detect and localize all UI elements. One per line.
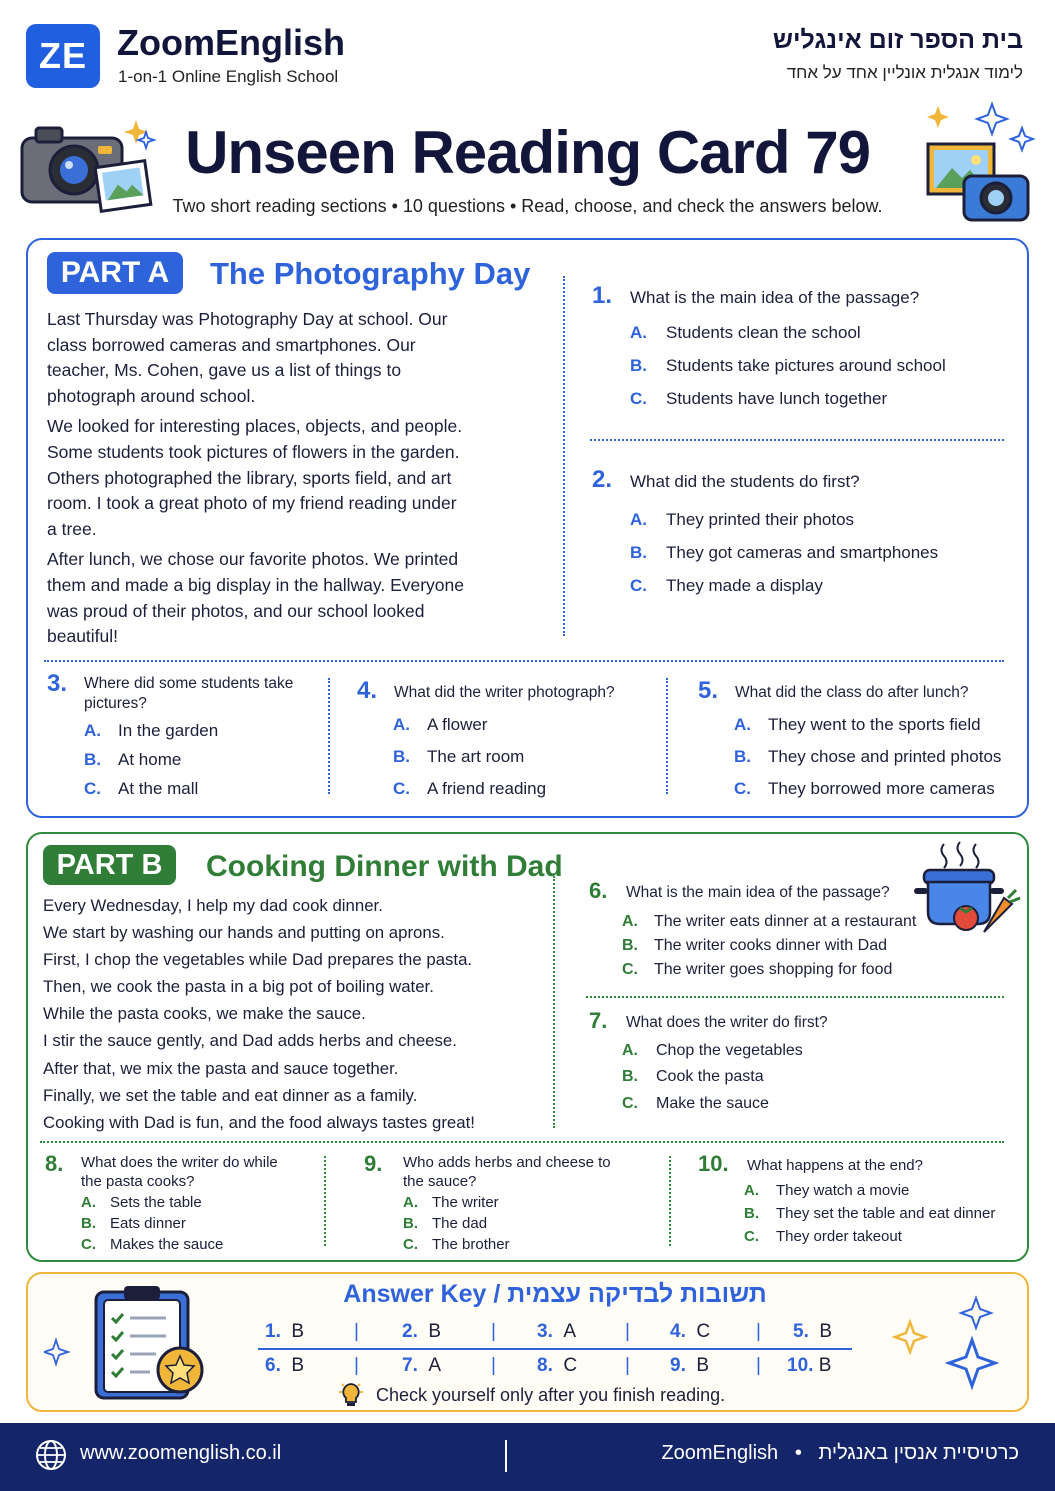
option-letter: B.	[630, 356, 647, 375]
passage-line: I stir the sauce gently, and Dad adds herbs and cheese.	[43, 1031, 457, 1051]
option-letter: A.	[403, 1194, 418, 1211]
answer-option[interactable]	[393, 747, 524, 767]
answer-option[interactable]	[84, 750, 181, 770]
option-letter: C.	[403, 1236, 418, 1253]
passage-line: We start by washing our hands and putting on aprons.	[43, 923, 445, 943]
answer-option[interactable]	[630, 543, 938, 563]
divider	[590, 439, 1004, 441]
sparkle-icon	[895, 1298, 995, 1386]
passage-line: First, I chop the vegetables while Dad prepares the pasta.	[43, 950, 473, 970]
passage-line: Then, we cook the pasta in a big pot of boiling water.	[43, 977, 434, 997]
part-b-badge: PART B	[43, 845, 176, 885]
sparkles-illustration	[890, 1294, 1002, 1394]
answer-option[interactable]	[622, 1068, 764, 1086]
answer-option[interactable]	[630, 389, 887, 409]
answer-letter: A	[428, 1355, 442, 1376]
option-text: They order takeout	[776, 1228, 902, 1245]
option-text: They got cameras and smartphones	[666, 543, 939, 562]
question-number: 5.	[698, 677, 719, 704]
answer-letter: B	[696, 1355, 710, 1376]
hebrew-school-name: בית הספר זום אינגליש	[772, 26, 1023, 54]
option-letter: A.	[630, 510, 647, 529]
option-letter: B.	[84, 750, 101, 769]
option-letter: A.	[744, 1182, 759, 1199]
option-text: The writer	[432, 1194, 499, 1211]
option-text: The art room	[427, 747, 525, 766]
option-letter: A.	[734, 715, 751, 734]
question-number: 8.	[45, 1151, 64, 1176]
question-text: What did the writer photograph?	[394, 684, 615, 701]
option-text: Students take pictures around school	[666, 356, 946, 375]
answer-number: 4.	[670, 1321, 686, 1342]
answer-separator: |	[625, 1355, 630, 1376]
answer-option[interactable]	[622, 1042, 803, 1060]
answer-option[interactable]	[81, 1194, 202, 1211]
answer-option[interactable]	[630, 356, 946, 376]
answer-key-item	[265, 1355, 304, 1377]
question-text: What did the class do after lunch?	[735, 684, 969, 701]
lightbulb-icon	[336, 1380, 366, 1410]
divider	[328, 678, 330, 794]
answer-option[interactable]	[734, 779, 995, 799]
option-letter: B.	[622, 1068, 638, 1085]
answer-letter: A	[563, 1321, 577, 1342]
option-letter: C.	[630, 389, 647, 408]
option-letter: C.	[622, 1095, 638, 1112]
passage-line: After that, we mix the pasta and sauce together.	[43, 1058, 399, 1078]
part-a-title: The Photography Day	[210, 256, 531, 291]
part-b-passage	[43, 892, 533, 1136]
option-text: Cook the pasta	[656, 1068, 764, 1085]
footer-divider	[505, 1440, 507, 1472]
answer-letter: B	[291, 1355, 305, 1376]
option-text: Makes the sauce	[110, 1236, 224, 1253]
answer-letter: C	[696, 1321, 711, 1342]
option-text: They went to the sports field	[768, 715, 981, 734]
footer-url[interactable]: www.zoomenglish.co.il	[80, 1442, 282, 1464]
option-letter: A.	[630, 323, 647, 342]
part-a-passage	[47, 307, 467, 655]
answer-option[interactable]	[84, 721, 218, 741]
question-number: 3.	[47, 670, 68, 697]
answer-option[interactable]	[403, 1194, 499, 1211]
option-text: Make the sauce	[656, 1095, 769, 1112]
footer-right: ZoomEnglish • כרטיסיית אנסין באנגלית	[661, 1442, 1019, 1464]
option-text: Chop the vegetables	[656, 1042, 803, 1059]
divider	[324, 1156, 326, 1246]
option-letter: C.	[734, 779, 751, 798]
answer-key-item	[402, 1321, 441, 1343]
option-letter: A.	[622, 1042, 638, 1059]
question-number: 2.	[592, 466, 613, 493]
answer-key-item	[787, 1355, 831, 1377]
answer-key-item	[402, 1355, 441, 1377]
question-number: 10.	[698, 1151, 729, 1176]
answer-option[interactable]	[744, 1182, 909, 1199]
option-text: The brother	[432, 1236, 510, 1253]
option-text: They chose and printed photos	[768, 747, 1002, 766]
question-text: What does the writer do while the pasta cooks?	[81, 1154, 278, 1190]
option-letter: C.	[630, 576, 647, 595]
steam-icon	[942, 842, 979, 868]
answer-separator: |	[491, 1321, 496, 1342]
answer-number: 5.	[793, 1321, 809, 1342]
brand-name: ZoomEnglish	[117, 22, 345, 63]
option-text: The writer goes shopping for food	[654, 961, 893, 978]
answer-option[interactable]	[403, 1236, 510, 1253]
option-text: The writer cooks dinner with Dad	[654, 937, 887, 954]
option-letter: C.	[393, 779, 410, 798]
option-letter: B.	[622, 937, 638, 954]
answer-letter: B	[291, 1321, 305, 1342]
option-text: They set the table and eat dinner	[776, 1205, 996, 1222]
answer-number: 10.	[787, 1355, 814, 1376]
option-letter: C.	[81, 1236, 96, 1253]
answer-option[interactable]	[734, 747, 1001, 767]
option-text: Students clean the school	[666, 323, 861, 342]
logo: ZE	[26, 24, 100, 88]
option-letter: A.	[81, 1194, 96, 1211]
option-text: Eats dinner	[110, 1215, 186, 1232]
answer-number: 3.	[537, 1321, 553, 1342]
question-text: Where did some students take pictures?	[84, 675, 294, 712]
option-text: The writer eats dinner at a restaurant	[654, 913, 917, 930]
answer-letter: B	[818, 1355, 832, 1376]
brand-tagline: 1-on-1 Online English School	[118, 67, 339, 86]
option-letter: B.	[393, 747, 410, 766]
divider	[586, 996, 1004, 998]
question-text: What is the main idea of the passage?	[626, 884, 890, 901]
divider	[669, 1156, 671, 1246]
option-letter: B.	[630, 543, 647, 562]
answer-key-title-en: Answer Key /	[343, 1280, 501, 1308]
answer-key-item	[670, 1355, 709, 1377]
answer-option[interactable]	[630, 323, 861, 343]
passage-paragraph: After lunch, we chose our favorite photos. We printed them and made a big display in the hallway. Everyone was proud of their photos, and our school looked beautiful!	[47, 549, 465, 647]
answer-option[interactable]	[630, 510, 854, 530]
question-number: 4.	[357, 677, 378, 704]
option-text: They borrowed more cameras	[768, 779, 995, 798]
answer-key-item	[537, 1355, 577, 1377]
answer-option[interactable]	[403, 1215, 487, 1232]
answer-number: 9.	[670, 1355, 686, 1376]
option-text: In the garden	[118, 721, 219, 740]
divider	[666, 678, 668, 794]
star-badge-icon	[158, 1348, 202, 1392]
option-letter: B.	[403, 1215, 418, 1232]
answer-separator: |	[491, 1355, 496, 1376]
answer-letter: B	[428, 1321, 442, 1342]
answer-option[interactable]	[393, 715, 487, 735]
answer-key-item	[670, 1321, 710, 1343]
cooking-pot-illustration	[910, 840, 1022, 936]
option-letter: B.	[81, 1215, 96, 1232]
part-a-badge: PART A	[47, 252, 183, 294]
answer-option[interactable]	[393, 779, 546, 799]
divider	[563, 276, 565, 636]
answer-option[interactable]	[630, 576, 823, 596]
option-letter: A.	[84, 721, 101, 740]
question-text: Who adds herbs and cheese to the sauce?	[403, 1154, 611, 1190]
answer-option[interactable]	[734, 715, 981, 735]
answer-number: 6.	[265, 1355, 281, 1376]
page-subtitle: Two short reading sections • 10 questions • Read, choose, and check the answers below.	[172, 196, 883, 216]
answer-separator: |	[354, 1355, 359, 1376]
question-number: 6.	[589, 878, 608, 903]
answer-option[interactable]	[622, 1095, 769, 1113]
answer-letter: B	[819, 1321, 833, 1342]
question-number: 1.	[592, 282, 613, 309]
answer-key-divider	[258, 1348, 852, 1350]
option-letter: C.	[84, 779, 101, 798]
option-text: At home	[118, 750, 182, 769]
hebrew-tagline: לימוד אנגלית אונליין אחד על אחד	[786, 63, 1023, 82]
answer-number: 1.	[265, 1321, 281, 1342]
option-letter: B.	[734, 747, 751, 766]
answer-key-item	[537, 1321, 576, 1343]
passage-paragraph: Last Thursday was Photography Day at school. Our class borrowed cameras and smartphones. Our teacher, Ms. Cohen, gave us a list of things to photograph around school.	[47, 309, 448, 406]
answer-option[interactable]	[622, 961, 892, 979]
answer-option[interactable]	[622, 913, 916, 931]
footer-brand: ZoomEnglish	[661, 1442, 779, 1464]
footer-hebrew: כרטיסיית אנסין באנגלית	[818, 1442, 1019, 1464]
option-text: Students have lunch together	[666, 389, 888, 408]
option-letter: B.	[744, 1205, 759, 1222]
answer-option[interactable]	[81, 1215, 186, 1232]
passage-line: Cooking with Dad is fun, and the food always tastes great!	[43, 1112, 475, 1132]
tomato-icon	[954, 906, 978, 930]
divider	[40, 1141, 1004, 1143]
question-number: 9.	[364, 1151, 383, 1176]
answer-number: 8.	[537, 1355, 553, 1376]
question-text: What is the main idea of the passage?	[630, 288, 920, 307]
option-letter: A.	[393, 715, 410, 734]
answer-option[interactable]	[81, 1236, 223, 1253]
option-text: Sets the table	[110, 1194, 202, 1211]
globe-icon	[34, 1438, 68, 1472]
answer-key-title-he: תשובות לבדיקה עצמית	[507, 1280, 767, 1308]
answer-key-item	[265, 1321, 304, 1343]
option-text: They made a display	[666, 576, 823, 595]
option-letter: C.	[744, 1228, 759, 1245]
option-text: The dad	[432, 1215, 488, 1232]
page-title: Unseen Reading Card 79	[185, 119, 870, 186]
answer-key-row	[262, 1321, 852, 1351]
answer-key-note: Check yourself only after you finish reading.	[376, 1385, 726, 1405]
answer-separator: |	[756, 1355, 761, 1376]
question-text: What does the writer do first?	[626, 1014, 828, 1031]
answer-option[interactable]	[622, 937, 887, 955]
answer-option[interactable]	[744, 1228, 902, 1245]
question-text: What happens at the end?	[747, 1157, 923, 1174]
divider	[44, 660, 1004, 662]
question-number: 7.	[589, 1008, 608, 1033]
passage-paragraph: We looked for interesting places, objects, and people. Some students took pictures of flowers in the garden. Others photographed the library, sports field, and art room. I took a great photo of my friend reading under a tree.	[47, 416, 463, 539]
option-text: A friend reading	[427, 779, 547, 798]
question-text: What did the students do first?	[630, 472, 860, 491]
answer-key-item	[793, 1321, 832, 1343]
passage-line: Every Wednesday, I help my dad cook dinner.	[43, 896, 383, 915]
passage-line: While the pasta cooks, we make the sauce.	[43, 1004, 366, 1024]
option-text: A flower	[427, 715, 488, 734]
sparkle-icon	[44, 1340, 68, 1364]
answer-separator: |	[625, 1321, 630, 1342]
answer-number: 7.	[402, 1355, 418, 1376]
answer-key-title	[0, 1280, 1055, 1309]
divider	[553, 876, 555, 1128]
option-text: They printed their photos	[666, 510, 855, 529]
answer-separator: |	[756, 1321, 761, 1342]
answer-letter: C	[563, 1355, 578, 1376]
answer-option[interactable]	[84, 779, 198, 799]
answer-number: 2.	[402, 1321, 418, 1342]
option-letter: C.	[622, 961, 638, 978]
option-letter: A.	[622, 913, 638, 930]
option-text: At the mall	[118, 779, 199, 798]
passage-line: Finally, we set the table and eat dinner as a family.	[43, 1085, 418, 1105]
answer-option[interactable]	[744, 1205, 995, 1222]
option-text: They watch a movie	[776, 1182, 910, 1199]
answer-separator: |	[354, 1321, 359, 1342]
part-b-title: Cooking Dinner with Dad	[206, 850, 563, 883]
